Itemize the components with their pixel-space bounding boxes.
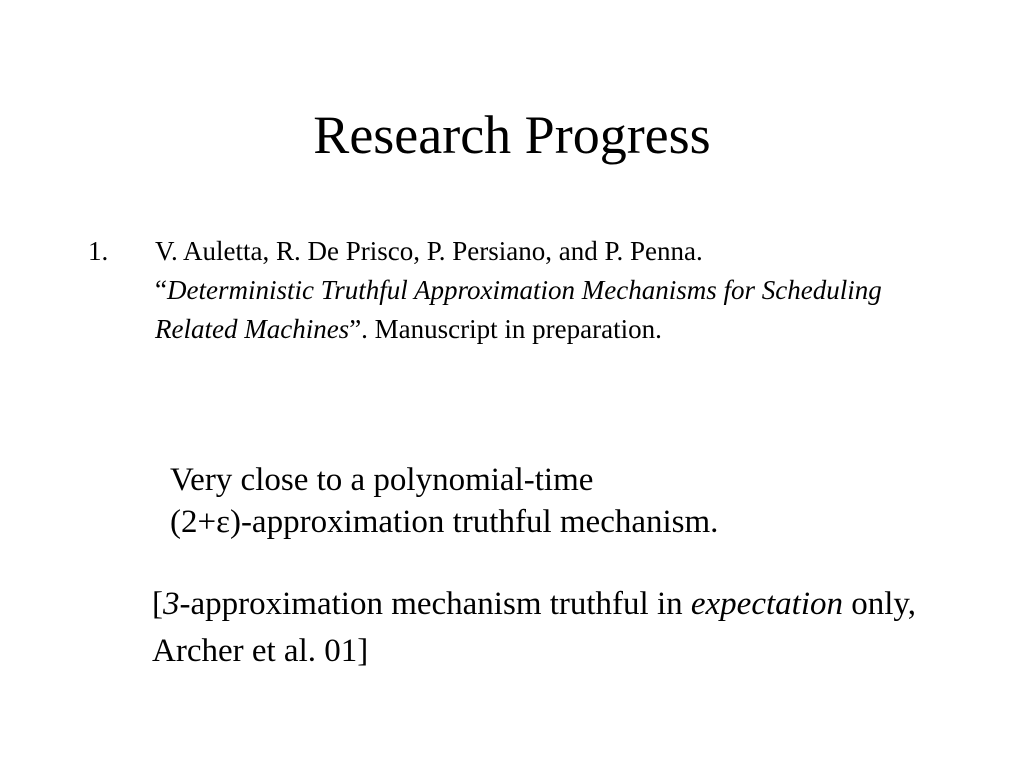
- reference-status: ”. Manuscript in preparation.: [349, 314, 662, 344]
- reference-paper-title: Deterministic Truthful Approximation Mechanisms for Scheduling Related Machines: [155, 275, 882, 344]
- slide-title: Research Progress: [313, 105, 711, 165]
- note-open-bracket: [: [152, 586, 163, 622]
- progress-claim: [170, 459, 950, 543]
- reference-authors: V. Auletta, R. De Prisco, P. Persiano, and P. Penna.: [155, 236, 703, 266]
- prior-work-note: [152, 581, 932, 675]
- note-text-2: only, Archer et al. 01]: [152, 586, 917, 669]
- note-emphasis: expectation: [690, 586, 843, 622]
- claim-line-2: (2+ε)-approximation truthful mechanism.: [170, 504, 719, 540]
- claim-line-1: Very close to a polynomial-time: [170, 462, 594, 498]
- note-factor: 3: [163, 586, 180, 622]
- reference-citation: [155, 232, 955, 349]
- note-text-1: -approximation mechanism truthful in: [179, 586, 691, 622]
- reference-number: 1.: [88, 236, 109, 266]
- reference-open-quote: “: [155, 275, 167, 305]
